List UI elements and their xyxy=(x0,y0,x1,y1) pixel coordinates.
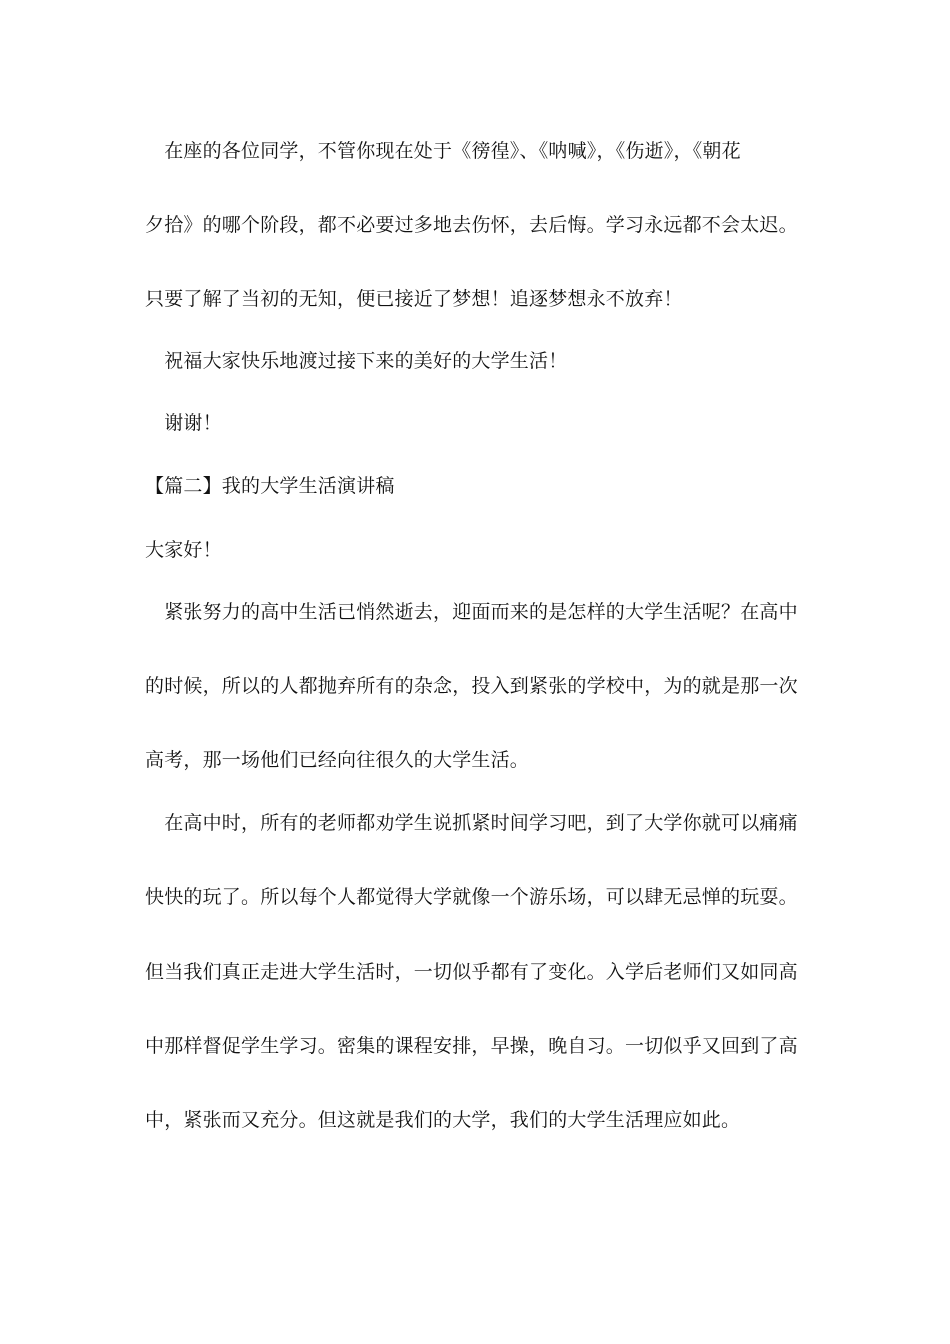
paragraph-line: 快快的玩了。所以每个人都觉得大学就像一个游乐场，可以肆无忌惮的玩耍。 xyxy=(145,886,798,908)
paragraph-line: 紧张努力的高中生活已悄然逝去，迎面而来的是怎样的大学生活呢？在高中 xyxy=(145,601,798,623)
paragraph-line: 祝福大家快乐地渡过接下来的美好的大学生活！ xyxy=(145,350,568,372)
paragraph-line: 夕拾》的哪个阶段，都不必要过多地去伤怀，去后悔。学习永远都不会太迟。 xyxy=(145,214,798,236)
paragraph-line: 只要了解了当初的无知，便已接近了梦想！追逐梦想永不放弃！ xyxy=(145,288,683,310)
paragraph-line: 但当我们真正走进大学生活时，一切似乎都有了变化。入学后老师们又如同高 xyxy=(145,961,798,983)
paragraph-line: 中，紧张而又充分。但这就是我们的大学，我们的大学生活理应如此。 xyxy=(145,1109,741,1131)
paragraph-line: 中那样督促学生学习。密集的课程安排，早操，晚自习。一切似乎又回到了高 xyxy=(145,1035,798,1057)
section-heading: 【篇二】我的大学生活演讲稿 xyxy=(145,475,395,497)
paragraph-line: 在高中时，所有的老师都劝学生说抓紧时间学习吧，到了大学你就可以痛痛 xyxy=(145,812,798,834)
paragraph-line: 在座的各位同学，不管你现在处于《徬徨》、《呐喊》，《伤逝》，《朝花 xyxy=(145,140,741,162)
paragraph-line: 高考，那一场他们已经向往很久的大学生活。 xyxy=(145,749,530,771)
paragraph-line: 的时候，所以的人都抛弃所有的杂念，投入到紧张的学校中，为的就是那一次 xyxy=(145,675,798,697)
greeting-line: 大家好！ xyxy=(145,539,222,561)
paragraph-line: 谢谢！ xyxy=(145,412,222,434)
